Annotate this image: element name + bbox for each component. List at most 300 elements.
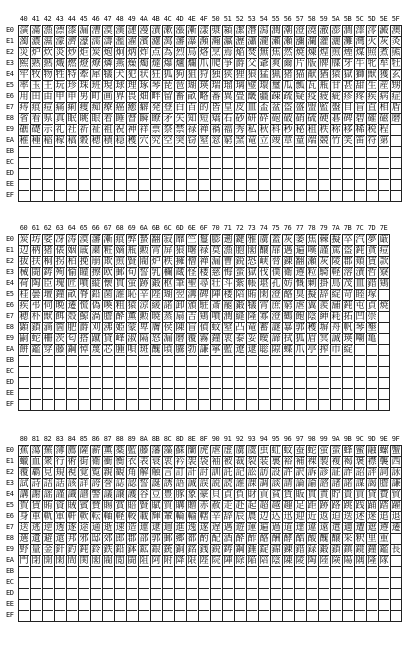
glyph-cell: 破 [283, 114, 293, 124]
glyph-cell: 羨 [319, 301, 329, 311]
glyph-cell: 達 [295, 523, 305, 533]
glyph-cell: 爪 [199, 59, 209, 69]
glyph-cell: 炬 [79, 48, 89, 58]
glyph-cell [90, 577, 101, 588]
glyph-cell: 談 [271, 479, 281, 489]
glyph-cell: 騎 [319, 268, 329, 278]
glyph-cell: 苛 [343, 290, 353, 300]
glyph-cell: 磁 [379, 114, 389, 124]
glyph-cell: 証 [331, 468, 341, 478]
glyph-cell: 獣 [367, 70, 377, 80]
code-table-40-5f [6, 14, 404, 201]
glyph-cell: 濫 [115, 37, 125, 47]
glyph-cell: 衰 [151, 457, 161, 467]
glyph-cell: 軌 [43, 512, 53, 522]
column-header: 50 [211, 15, 220, 23]
glyph-cell [306, 168, 317, 179]
glyph-cell: 疹 [343, 92, 353, 102]
glyph-cell: 眉 [307, 334, 317, 344]
glyph-cell: 闘 [127, 556, 137, 566]
glyph-cell: 訳 [295, 468, 305, 478]
glyph-cell: 演 [19, 26, 29, 36]
glyph-cell: 酪 [259, 534, 269, 544]
glyph-cell: 禍 [211, 125, 221, 135]
glyph-cell: 桐 [43, 257, 53, 267]
glyph-cell [246, 577, 257, 588]
glyph-cell [138, 157, 149, 168]
glyph-cell: 知 [187, 114, 197, 124]
glyph-cell: 蕉 [19, 446, 29, 456]
glyph-cell: 爛 [187, 59, 197, 69]
glyph-cell: 顕 [19, 323, 29, 333]
glyph-cell [102, 377, 113, 388]
glyph-cell: 怒 [151, 334, 161, 344]
glyph-cell [138, 588, 149, 599]
glyph-cell: 鎖 [331, 545, 341, 555]
glyph-cell: 身 [19, 512, 29, 522]
glyph-cell: 灰 [319, 257, 329, 267]
glyph-cell: 諸 [331, 479, 341, 489]
glyph-cell: 距 [307, 501, 317, 511]
glyph-cell [282, 566, 293, 577]
glyph-cell: 示 [43, 125, 53, 135]
glyph-cell: 特 [67, 70, 77, 80]
glyph-cell [390, 533, 401, 544]
glyph-cell: 蔵 [175, 268, 185, 278]
glyph-cell [330, 146, 341, 157]
glyph-cell: 醸 [331, 534, 341, 544]
glyph-cell [330, 366, 341, 377]
glyph-cell [330, 355, 341, 366]
glyph-cell [330, 610, 341, 621]
glyph-cell: 隆 [367, 556, 377, 566]
glyph-cell [222, 168, 233, 179]
glyph-cell: 誰 [235, 479, 245, 489]
glyph-cell [354, 610, 365, 621]
glyph-cell: 鉛 [91, 290, 101, 300]
glyph-cell [330, 157, 341, 168]
glyph-cell: 犀 [91, 70, 101, 80]
glyph-cell: 闘 [31, 268, 41, 278]
glyph-cell [78, 566, 89, 577]
glyph-cell [258, 157, 269, 168]
glyph-cell: 痴 [91, 103, 101, 113]
glyph-cell [18, 190, 29, 201]
glyph-cell [342, 377, 353, 388]
glyph-cell [54, 577, 65, 588]
glyph-cell: 王 [43, 81, 53, 91]
glyph-cell: 慈 [211, 268, 221, 278]
glyph-cell [90, 366, 101, 377]
glyph-cell: 炮 [103, 48, 113, 58]
glyph-cell: 道 [283, 523, 293, 533]
glyph-cell: 遮 [367, 523, 377, 533]
glyph-cell: 看 [31, 114, 41, 124]
glyph-cell [234, 179, 245, 190]
glyph-cell: 炳 [127, 48, 137, 58]
glyph-cell: 現 [103, 81, 113, 91]
glyph-cell: 秩 [319, 125, 329, 135]
glyph-cell: 涛 [67, 235, 77, 245]
row-label: E9 [6, 545, 14, 553]
glyph-cell: 瀋 [91, 235, 101, 245]
glyph-cell [234, 388, 245, 399]
glyph-cell [258, 179, 269, 190]
glyph-cell [234, 366, 245, 377]
glyph-cell: 漫 [139, 26, 149, 36]
glyph-cell: 牲 [55, 70, 65, 80]
glyph-cell: 虞 [247, 446, 257, 456]
table-bottom-border [18, 201, 402, 202]
glyph-cell [54, 377, 65, 388]
glyph-cell: 腫 [115, 345, 125, 355]
glyph-cell [126, 190, 137, 201]
glyph-cell: 棘 [319, 235, 329, 245]
glyph-cell: 煮 [379, 48, 389, 58]
glyph-cell: 遺 [31, 534, 41, 544]
glyph-cell: 綻 [331, 290, 341, 300]
glyph-cell: 鎖 [31, 323, 41, 333]
glyph-cell: 男 [79, 92, 89, 102]
glyph-cell [42, 388, 53, 399]
glyph-cell [138, 355, 149, 366]
glyph-cell: 軟 [79, 512, 89, 522]
glyph-cell: 轄 [199, 512, 209, 522]
glyph-cell: 践 [355, 501, 365, 511]
glyph-cell: 澄 [271, 290, 281, 300]
glyph-cell: 灸 [391, 37, 401, 47]
glyph-cell: 療 [103, 103, 113, 113]
glyph-cell [222, 599, 233, 610]
glyph-cell: 巾 [331, 345, 341, 355]
glyph-cell: 餅 [19, 345, 29, 355]
glyph-cell: 抜 [19, 257, 29, 267]
glyph-cell: 陛 [199, 556, 209, 566]
glyph-cell: 紫 [235, 279, 245, 289]
glyph-cell: 牝 [367, 59, 377, 69]
glyph-cell: 逸 [187, 523, 197, 533]
glyph-cell [90, 355, 101, 366]
glyph-cell: 漏 [79, 26, 89, 36]
glyph-cell [186, 146, 197, 157]
glyph-cell: 真 [55, 114, 65, 124]
glyph-cell: 鋭 [211, 545, 221, 555]
glyph-cell [306, 146, 317, 157]
glyph-cell [198, 179, 209, 190]
glyph-cell: 詩 [31, 479, 41, 489]
column-header: 42 [43, 15, 52, 23]
glyph-cell: 譲 [115, 490, 125, 500]
glyph-cell [258, 599, 269, 610]
glyph-cell [294, 168, 305, 179]
row-label: E4 [6, 70, 14, 78]
glyph-cell: 灣 [355, 37, 365, 47]
glyph-cell: 漏 [163, 334, 173, 344]
glyph-cell: 陽 [343, 556, 353, 566]
row-label: E6 [6, 92, 14, 100]
row-label: E5 [6, 290, 14, 298]
glyph-cell: 筆 [175, 279, 185, 289]
glyph-cell: 擁 [175, 257, 185, 267]
glyph-cell: 罷 [223, 301, 233, 311]
glyph-cell: 寧 [211, 345, 221, 355]
glyph-cell: 盲 [187, 323, 197, 333]
glyph-cell: 漣 [127, 26, 137, 36]
glyph-cell [174, 355, 185, 366]
glyph-cell [390, 168, 401, 179]
glyph-cell: 近 [307, 512, 317, 522]
column-header: 74 [259, 224, 268, 232]
column-header: 56 [283, 15, 292, 23]
glyph-cell: 硝 [295, 114, 305, 124]
glyph-cell: 澎 [331, 26, 341, 36]
glyph-cell: 醜 [319, 534, 329, 544]
glyph-cell: 設 [271, 468, 281, 478]
glyph-cell [258, 610, 269, 621]
glyph-cell: 玄 [391, 70, 401, 80]
glyph-cell [114, 577, 125, 588]
glyph-cell: 眠 [67, 114, 77, 124]
glyph-cell: 燈 [79, 59, 89, 69]
glyph-cell: 唄 [127, 345, 137, 355]
glyph-cell: 誓 [139, 268, 149, 278]
glyph-cell: 逐 [67, 523, 77, 533]
glyph-cell [318, 366, 329, 377]
glyph-cell: 懐 [103, 279, 113, 289]
glyph-cell [150, 146, 161, 157]
glyph-cell [126, 366, 137, 377]
table-row [6, 168, 404, 179]
glyph-cell [42, 566, 53, 577]
glyph-cell [114, 190, 125, 201]
glyph-cell: 漠 [103, 26, 113, 36]
glyph-cell [390, 577, 401, 588]
glyph-cell: 親 [103, 468, 113, 478]
glyph-cell: 謹 [55, 490, 65, 500]
glyph-cell [138, 168, 149, 179]
glyph-cell: 穫 [307, 323, 317, 333]
glyph-cell: 藍 [127, 446, 137, 456]
table-right-border [389, 234, 390, 410]
glyph-cell: 院 [211, 556, 221, 566]
column-header: 80 [19, 435, 28, 443]
glyph-cell: 宵 [259, 301, 269, 311]
glyph-cell: 諾 [163, 301, 173, 311]
column-header: 55 [271, 15, 280, 23]
glyph-cell: 調 [259, 479, 269, 489]
glyph-cell: 濤 [103, 37, 113, 47]
glyph-cell: 澳 [391, 26, 401, 36]
glyph-cell: 疆 [259, 92, 269, 102]
glyph-cell: 較 [127, 512, 137, 522]
glyph-cell: 試 [19, 479, 29, 489]
glyph-cell: 貿 [391, 490, 401, 500]
glyph-cell: 粛 [91, 246, 101, 256]
column-header-row [6, 223, 404, 234]
glyph-cell: 砲 [271, 114, 281, 124]
column-header: 9A [331, 435, 340, 443]
glyph-cell: 角 [127, 468, 137, 478]
row-label: E2 [6, 257, 14, 265]
glyph-cell: 輩 [163, 512, 173, 522]
glyph-cell: 荷 [19, 279, 29, 289]
glyph-cell [294, 146, 305, 157]
glyph-cell: 責 [319, 490, 329, 500]
glyph-cell: 狗 [175, 70, 185, 80]
glyph-cell [198, 388, 209, 399]
row-label: EE [6, 180, 14, 188]
glyph-cell: 衛 [91, 457, 101, 467]
glyph-cell: 漬 [151, 26, 161, 36]
glyph-cell: 碧 [355, 114, 365, 124]
glyph-cell: 塚 [367, 290, 377, 300]
glyph-cell: 補 [295, 457, 305, 467]
glyph-cell [222, 355, 233, 366]
glyph-cell: 潟 [259, 26, 269, 36]
row-label: E6 [6, 301, 14, 309]
glyph-cell: 鈴 [91, 545, 101, 555]
glyph-cell: 豚 [175, 490, 185, 500]
glyph-cell: 血 [31, 457, 41, 467]
glyph-cell: 掛 [319, 279, 329, 289]
glyph-cell: 琶 [175, 81, 185, 91]
glyph-cell: 誌 [115, 479, 125, 489]
glyph-cell [294, 577, 305, 588]
glyph-cell: 盲 [355, 103, 365, 113]
glyph-cell [330, 377, 341, 388]
column-header: 48 [115, 15, 124, 23]
glyph-cell: 綻 [343, 345, 353, 355]
glyph-cell [270, 588, 281, 599]
glyph-cell: 災 [19, 48, 29, 58]
glyph-cell [246, 355, 257, 366]
glyph-cell [150, 610, 161, 621]
column-header: 5F [391, 15, 400, 23]
glyph-cell [366, 577, 377, 588]
glyph-cell [294, 599, 305, 610]
glyph-cell [210, 355, 221, 366]
table-row [6, 278, 404, 289]
glyph-cell: 漲 [175, 26, 185, 36]
glyph-cell: 痘 [379, 246, 389, 256]
glyph-cell: 酔 [235, 534, 245, 544]
glyph-cell [354, 399, 365, 410]
glyph-cell: 焦 [271, 48, 281, 58]
glyph-cell [138, 366, 149, 377]
glyph-cell [102, 577, 113, 588]
glyph-cell: 遡 [223, 235, 233, 245]
glyph-cell: 虐 [295, 301, 305, 311]
glyph-cell: 堪 [259, 279, 269, 289]
table-row [6, 533, 404, 544]
column-header: 5E [379, 15, 388, 23]
glyph-cell [306, 610, 317, 621]
glyph-cell: 賜 [103, 501, 113, 511]
glyph-cell: 用 [19, 92, 29, 102]
glyph-cell: 扉 [271, 246, 281, 256]
glyph-cell: 輝 [151, 512, 161, 522]
glyph-cell: 庶 [271, 301, 281, 311]
glyph-cell [42, 157, 53, 168]
glyph-cell [222, 366, 233, 377]
glyph-cell: 滿 [31, 26, 41, 36]
glyph-cell: 遅 [211, 523, 221, 533]
glyph-cell [18, 399, 29, 410]
glyph-cell: 茂 [343, 279, 353, 289]
glyph-cell: 犠 [247, 301, 257, 311]
glyph-cell: 迫 [331, 512, 341, 522]
glyph-cell [90, 179, 101, 190]
glyph-cell [54, 388, 65, 399]
glyph-cell [150, 179, 161, 190]
row-label: E2 [6, 468, 14, 476]
glyph-cell [138, 566, 149, 577]
glyph-cell [162, 610, 173, 621]
glyph-cell: 狸 [235, 70, 245, 80]
glyph-cell: 閉 [31, 556, 41, 566]
glyph-cell [102, 190, 113, 201]
glyph-cell: 牒 [331, 59, 341, 69]
glyph-cell: 溶 [343, 268, 353, 278]
column-header: 78 [307, 224, 316, 232]
glyph-cell: 猪 [283, 70, 293, 80]
glyph-cell [18, 577, 29, 588]
glyph-cell: 熙 [19, 59, 29, 69]
glyph-cell: 粒 [307, 268, 317, 278]
glyph-cell: 猫 [295, 70, 305, 80]
glyph-cell [198, 190, 209, 201]
glyph-cell: 称 [331, 125, 341, 135]
glyph-cell: 暴 [283, 323, 293, 333]
glyph-cell [210, 190, 221, 201]
glyph-cell: 追 [379, 512, 389, 522]
row-label: E0 [6, 26, 14, 34]
glyph-cell [78, 388, 89, 399]
glyph-cell [354, 146, 365, 157]
glyph-cell [234, 577, 245, 588]
column-header: 51 [223, 15, 232, 23]
glyph-cell [42, 366, 53, 377]
glyph-cell: 部 [139, 534, 149, 544]
glyph-cell: 襟 [367, 457, 377, 467]
glyph-cell [42, 599, 53, 610]
glyph-cell [186, 355, 197, 366]
glyph-cell [318, 388, 329, 399]
glyph-cell: 貨 [283, 490, 293, 500]
glyph-cell [54, 355, 65, 366]
glyph-cell [246, 610, 257, 621]
glyph-cell [66, 399, 77, 410]
glyph-cell [246, 399, 257, 410]
glyph-cell: 迭 [343, 512, 353, 522]
glyph-cell [378, 399, 389, 410]
glyph-cell [162, 157, 173, 168]
glyph-cell: 閥 [103, 556, 113, 566]
glyph-cell [222, 399, 233, 410]
table-row [6, 179, 404, 190]
glyph-cell: 藍 [223, 345, 233, 355]
glyph-cell [54, 179, 65, 190]
glyph-cell: 狭 [223, 70, 233, 80]
column-header: 76 [283, 224, 292, 232]
row-label: EF [6, 191, 14, 199]
glyph-cell: 烏 [187, 48, 197, 58]
column-header: 73 [247, 224, 256, 232]
glyph-cell: 薫 [103, 446, 113, 456]
table-row [6, 588, 404, 599]
glyph-cell: 講 [19, 490, 29, 500]
glyph-cell [162, 566, 173, 577]
